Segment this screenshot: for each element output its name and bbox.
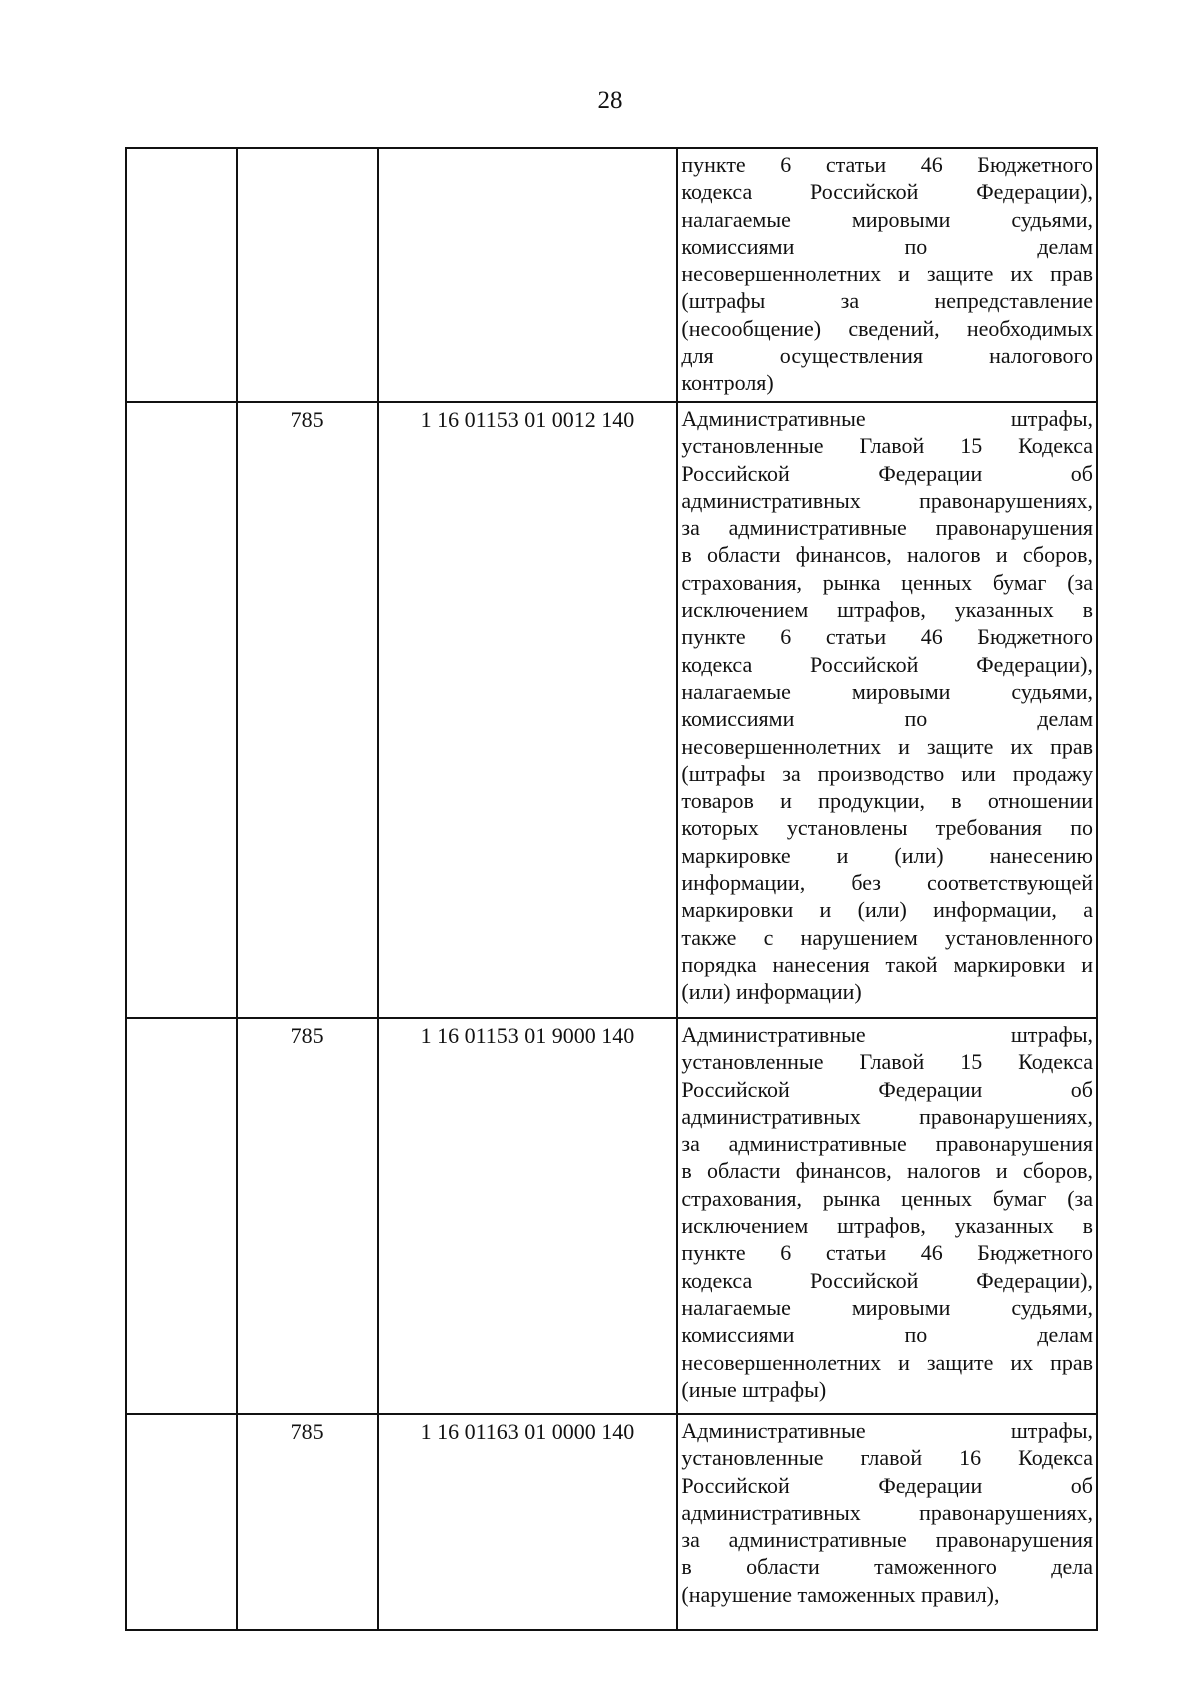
- description-line: маркировке и (или) нанесению: [681, 842, 1093, 868]
- description-line: установленные Главой 15 Кодекса: [681, 433, 1093, 459]
- description-line: за административные правонарушения: [681, 1527, 1093, 1553]
- description-line: налагаемые мировыми судьями,: [681, 1294, 1093, 1320]
- description-line: в области таможенного дела: [681, 1554, 1093, 1580]
- description-line: установленные Главой 15 Кодекса: [681, 1049, 1093, 1075]
- description-line: пункте 6 статьи 46 Бюджетного: [681, 152, 1093, 177]
- table-row: [126, 148, 1097, 402]
- description-line: комиссиями по делам: [681, 1322, 1093, 1348]
- description-line: кодекса Российской Федерации),: [681, 651, 1093, 677]
- description-line: товаров и продукции, в отношении: [681, 788, 1093, 814]
- empty-cell: [126, 1414, 237, 1630]
- description-line: Административные штрафы,: [681, 1418, 1093, 1443]
- description-line: в области финансов, налогов и сборов,: [681, 542, 1093, 568]
- description-line: административных правонарушениях,: [681, 487, 1093, 513]
- description-line: страхования, рынка ценных бумаг (за: [681, 569, 1093, 595]
- description-line: (несообщение) сведений, необходимых: [681, 315, 1093, 341]
- description-line: Российской Федерации об: [681, 460, 1093, 486]
- description-line: (или) информации): [681, 979, 862, 1005]
- description-line: кодекса Российской Федерации),: [681, 1267, 1093, 1293]
- empty-cell: [126, 1018, 237, 1414]
- description-line: для осуществления налогового: [681, 343, 1093, 369]
- description-line: (штрафы за непредставление: [681, 288, 1093, 314]
- description-line: страхования, рынка ценных бумаг (за: [681, 1185, 1093, 1211]
- kbk-code-cell: [378, 148, 678, 402]
- description-line: административных правонарушениях,: [681, 1499, 1093, 1525]
- admin-code-cell: 785: [237, 402, 378, 1018]
- kbk-code-cell: 1 16 01153 01 9000 140: [378, 1018, 678, 1414]
- page-number: 28: [597, 87, 623, 114]
- description-line: налагаемые мировыми судьями,: [681, 678, 1093, 704]
- empty-cell: [126, 402, 237, 1018]
- description-line: которых установлены требования по: [681, 815, 1093, 841]
- admin-code-cell: [237, 148, 378, 402]
- description-cell: [677, 1018, 1097, 1414]
- description-line: налагаемые мировыми судьями,: [681, 206, 1093, 232]
- description-line: установленные главой 16 Кодекса: [681, 1445, 1093, 1471]
- description-line: комиссиями по делам: [681, 706, 1093, 732]
- description-line: несовершеннолетних и защите их прав: [681, 733, 1093, 759]
- description-line: (нарушение таможенных правил),: [681, 1581, 1000, 1607]
- description-line: маркировки и (или) информации, а: [681, 897, 1093, 923]
- description-cell: [677, 402, 1097, 1018]
- table-row: [126, 402, 1097, 1018]
- description-line: Административные штрафы,: [681, 406, 1093, 431]
- table-row: [126, 1414, 1097, 1630]
- budget-classification-table: [125, 147, 1098, 1631]
- description-line: несовершеннолетних и защите их прав: [681, 261, 1093, 287]
- admin-code-cell: 785: [237, 1414, 378, 1630]
- description-line: информации, без соответствующей: [681, 870, 1093, 896]
- description-line: кодекса Российской Федерации),: [681, 179, 1093, 205]
- description-line: контроля): [681, 370, 774, 396]
- description-line: административных правонарушениях,: [681, 1103, 1093, 1129]
- description-line: Российской Федерации об: [681, 1472, 1093, 1498]
- description-line: исключением штрафов, указанных в: [681, 597, 1093, 623]
- description-line: комиссиями по делам: [681, 233, 1093, 259]
- description-line: за административные правонарушения: [681, 515, 1093, 541]
- description-line: в области финансов, налогов и сборов,: [681, 1158, 1093, 1184]
- description-line: несовершеннолетних и защите их прав: [681, 1349, 1093, 1375]
- kbk-code-cell: 1 16 01153 01 0012 140: [378, 402, 678, 1018]
- empty-cell: [126, 148, 237, 402]
- table-row: [126, 1018, 1097, 1414]
- description-line: также с нарушением установленного: [681, 924, 1093, 950]
- description-cell: [677, 148, 1097, 402]
- description-line: пункте 6 статьи 46 Бюджетного: [681, 624, 1093, 650]
- description-line: пункте 6 статьи 46 Бюджетного: [681, 1240, 1093, 1266]
- admin-code-cell: 785: [237, 1018, 378, 1414]
- description-line: исключением штрафов, указанных в: [681, 1213, 1093, 1239]
- kbk-code-cell: 1 16 01163 01 0000 140: [378, 1414, 678, 1630]
- description-line: (иные штрафы): [681, 1376, 827, 1402]
- description-line: за административные правонарушения: [681, 1131, 1093, 1157]
- description-line: Российской Федерации об: [681, 1076, 1093, 1102]
- description-line: порядка нанесения такой маркировки и: [681, 951, 1093, 977]
- description-line: Административные штрафы,: [681, 1022, 1093, 1047]
- description-line: (штрафы за производство или продажу: [681, 760, 1093, 786]
- description-cell: [677, 1414, 1097, 1630]
